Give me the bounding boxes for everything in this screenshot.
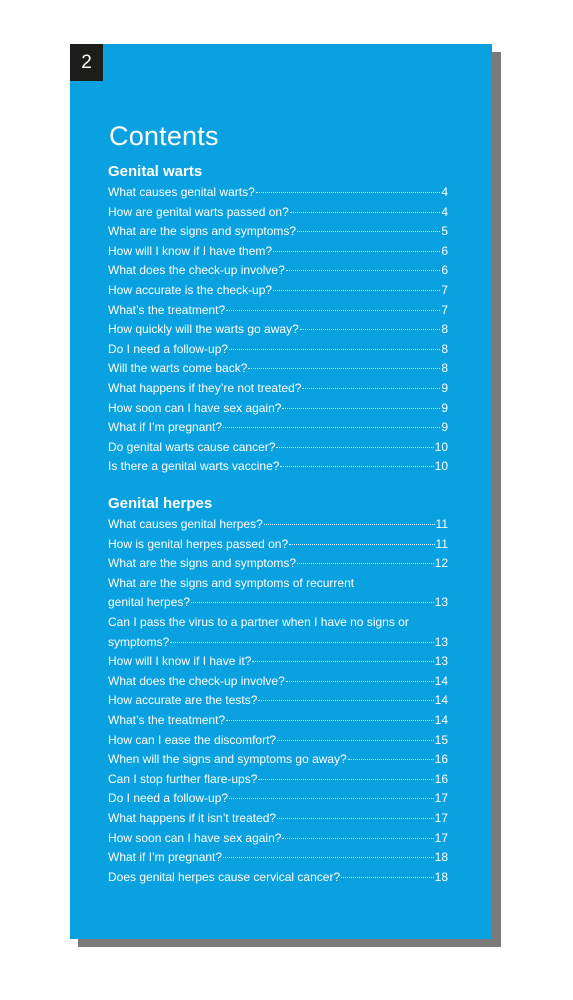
toc-entry[interactable] bbox=[108, 242, 448, 262]
dot-leader bbox=[252, 661, 433, 662]
toc-entry[interactable] bbox=[108, 438, 448, 458]
dot-leader bbox=[341, 877, 434, 878]
toc-entry[interactable] bbox=[108, 418, 448, 438]
dot-leader bbox=[226, 720, 433, 721]
toc-entry-text: What if I’m pregnant? bbox=[108, 420, 223, 435]
dot-leader bbox=[256, 192, 441, 193]
dot-leader bbox=[223, 427, 440, 428]
toc-entry[interactable] bbox=[108, 320, 448, 340]
toc-entry[interactable] bbox=[108, 261, 448, 281]
page-title: Contents bbox=[109, 121, 219, 151]
toc-entry[interactable] bbox=[108, 340, 448, 360]
toc-entry-page-number: 8 bbox=[441, 322, 448, 337]
toc-entry[interactable] bbox=[108, 868, 448, 888]
toc-entry-text: How accurate are the tests? bbox=[108, 693, 258, 708]
toc-list-genital-warts bbox=[108, 183, 448, 477]
toc-entry[interactable] bbox=[108, 203, 448, 223]
toc-entry[interactable] bbox=[108, 574, 448, 613]
toc-entry-text: What are the signs and symptoms? bbox=[108, 556, 297, 571]
dot-leader bbox=[229, 349, 440, 350]
toc-entry-page-number: 15 bbox=[434, 732, 448, 747]
toc-entry-page-number: 14 bbox=[434, 673, 448, 688]
toc-entry-text: Will the warts come back? bbox=[108, 361, 248, 376]
toc-entry-text: What happens if it isn’t treated? bbox=[108, 810, 277, 825]
toc-entry-page-number: 16 bbox=[434, 771, 448, 786]
section-genital-warts bbox=[108, 162, 448, 477]
contents-page bbox=[70, 44, 492, 939]
toc-list-genital-herpes bbox=[108, 515, 448, 887]
dot-leader bbox=[277, 818, 434, 819]
dot-leader bbox=[290, 212, 441, 213]
toc-entry-text: What does the check-up involve? bbox=[108, 263, 285, 278]
toc-entry-text: Do genital warts cause cancer? bbox=[108, 439, 276, 454]
toc-entry-text: What causes genital warts? bbox=[108, 185, 255, 199]
dot-leader bbox=[264, 524, 435, 525]
section-heading: Genital warts bbox=[108, 163, 203, 180]
toc-entry-page-number: 9 bbox=[441, 420, 448, 435]
toc-entry[interactable] bbox=[108, 515, 448, 535]
toc-entry-text: Do I need a follow-up? bbox=[108, 341, 229, 356]
dot-leader bbox=[229, 798, 434, 799]
dot-leader bbox=[273, 290, 440, 291]
dot-leader bbox=[289, 544, 434, 545]
dot-leader bbox=[282, 408, 440, 409]
toc-entry[interactable] bbox=[108, 731, 448, 751]
toc-entry-page-number: 16 bbox=[434, 752, 448, 767]
toc-entry-text: What if I’m pregnant? bbox=[108, 850, 223, 865]
toc-entry[interactable] bbox=[108, 848, 448, 868]
toc-entry-text: What are the signs and symptoms of recurrent bbox=[108, 575, 355, 590]
dot-leader bbox=[273, 251, 440, 252]
dot-leader bbox=[276, 447, 433, 448]
toc-entry[interactable] bbox=[108, 359, 448, 379]
toc-entry-text: What happens if they’re not treated? bbox=[108, 380, 302, 395]
dot-leader bbox=[258, 700, 433, 701]
dot-leader bbox=[226, 310, 440, 311]
toc-entry-page-number: 18 bbox=[434, 869, 448, 884]
toc-entry-text: How can I ease the discomfort? bbox=[108, 732, 277, 747]
toc-entry[interactable] bbox=[108, 829, 448, 849]
toc-entry-text: Can I stop further flare-ups? bbox=[108, 771, 258, 786]
section-heading: Genital herpes bbox=[108, 495, 213, 512]
section-genital-herpes bbox=[108, 494, 448, 887]
toc-entry-page-number: 12 bbox=[434, 556, 448, 571]
toc-entry[interactable] bbox=[108, 183, 448, 203]
toc-entry-line2 bbox=[108, 633, 448, 653]
toc-entry[interactable] bbox=[108, 535, 448, 555]
page-number: 2 bbox=[70, 44, 103, 81]
toc-entry[interactable] bbox=[108, 672, 448, 692]
toc-entry[interactable] bbox=[108, 809, 448, 829]
toc-entry-page-number: 7 bbox=[441, 302, 448, 317]
dot-leader bbox=[282, 838, 433, 839]
dot-leader bbox=[258, 779, 433, 780]
toc-entry-page-number: 11 bbox=[435, 517, 448, 531]
toc-entry-text: What does the check-up involve? bbox=[108, 673, 285, 688]
toc-entry-page-number: 17 bbox=[434, 830, 448, 845]
toc-entry-text: When will the signs and symptoms go away? bbox=[108, 752, 347, 767]
toc-entry-page-number: 13 bbox=[434, 595, 448, 610]
toc-entry-page-number: 18 bbox=[434, 850, 448, 865]
toc-entry[interactable] bbox=[108, 691, 448, 711]
toc-entry-page-number: 8 bbox=[441, 361, 448, 376]
toc-entry-page-number: 13 bbox=[434, 654, 448, 669]
toc-entry-text: How soon can I have sex again? bbox=[108, 830, 282, 845]
toc-entry-text: Can I pass the virus to a partner when I have no signs or bbox=[108, 614, 409, 629]
dot-leader bbox=[277, 740, 434, 741]
toc-entry[interactable] bbox=[108, 457, 448, 477]
toc-entry[interactable] bbox=[108, 301, 448, 321]
dot-leader bbox=[302, 388, 440, 389]
toc-entry-page-number: 6 bbox=[441, 243, 448, 258]
toc-entry[interactable] bbox=[108, 222, 448, 242]
dot-leader bbox=[286, 681, 434, 682]
toc-entry[interactable] bbox=[108, 770, 448, 790]
toc-entry-text: How will I know if I have them? bbox=[108, 243, 273, 258]
dot-leader bbox=[248, 368, 440, 369]
toc-entry-page-number: 13 bbox=[434, 634, 448, 649]
toc-entry[interactable] bbox=[108, 281, 448, 301]
toc-entry-page-number: 5 bbox=[441, 224, 448, 239]
toc-entry-page-number: 17 bbox=[434, 810, 448, 825]
toc-entry-page-number: 4 bbox=[441, 204, 448, 219]
toc-entry[interactable] bbox=[108, 554, 448, 574]
dot-leader bbox=[348, 759, 434, 760]
toc-entry-page-number: 6 bbox=[441, 263, 448, 278]
toc-entry-text: What causes genital herpes? bbox=[108, 517, 263, 531]
toc-entry-page-number: 9 bbox=[441, 400, 448, 415]
dot-leader bbox=[170, 642, 433, 643]
dot-leader bbox=[297, 231, 440, 232]
dot-leader bbox=[286, 270, 441, 271]
toc-entry-text: How is genital herpes passed on? bbox=[108, 536, 289, 551]
toc-entry[interactable] bbox=[108, 399, 448, 419]
toc-entry-text: What’s the treatment? bbox=[108, 302, 226, 317]
toc-entry-text: How accurate is the check-up? bbox=[108, 282, 273, 297]
toc-entry-page-number: 14 bbox=[434, 712, 448, 727]
toc-entry-text: What are the signs and symptoms? bbox=[108, 224, 297, 239]
toc-entry[interactable] bbox=[108, 379, 448, 399]
toc-entry-page-number: 10 bbox=[434, 439, 448, 454]
toc-entry-page-number: 9 bbox=[441, 380, 448, 395]
toc-entry-text: How will I know if I have it? bbox=[108, 654, 252, 669]
toc-entry-page-number: 14 bbox=[434, 693, 448, 708]
toc-entry[interactable] bbox=[108, 711, 448, 731]
toc-entry-page-number: 17 bbox=[434, 791, 448, 806]
toc-entry-page-number: 10 bbox=[434, 459, 448, 474]
toc-entry-page-number: 8 bbox=[441, 341, 448, 356]
dot-leader bbox=[223, 857, 434, 858]
dot-leader bbox=[297, 563, 434, 564]
toc-entry[interactable] bbox=[108, 789, 448, 809]
toc-entry-text: Does genital herpes cause cervical cancer? bbox=[108, 869, 341, 884]
toc-entry[interactable] bbox=[108, 652, 448, 672]
dot-leader bbox=[191, 602, 434, 603]
toc-entry-text: How quickly will the warts go away? bbox=[108, 322, 299, 337]
toc-entry[interactable] bbox=[108, 750, 448, 770]
dot-leader bbox=[300, 329, 441, 330]
toc-entry-page-number: 11 bbox=[435, 536, 448, 551]
toc-entry-text: How are genital warts passed on? bbox=[108, 204, 289, 219]
toc-entry-text: genital herpes? bbox=[108, 595, 191, 610]
dot-leader bbox=[280, 466, 433, 467]
toc-entry-text: How soon can I have sex again? bbox=[108, 400, 282, 415]
toc-entry-text: Is there a genital warts vaccine? bbox=[108, 459, 280, 474]
toc-entry-line2 bbox=[108, 593, 448, 613]
toc-entry-page-number: 4 bbox=[441, 185, 448, 199]
toc-entry-text: What’s the treatment? bbox=[108, 712, 226, 727]
toc-entry[interactable] bbox=[108, 613, 448, 652]
toc-entry-text: Do I need a follow-up? bbox=[108, 791, 229, 806]
toc-entry-page-number: 7 bbox=[441, 282, 448, 297]
toc-entry-text: symptoms? bbox=[108, 634, 170, 649]
